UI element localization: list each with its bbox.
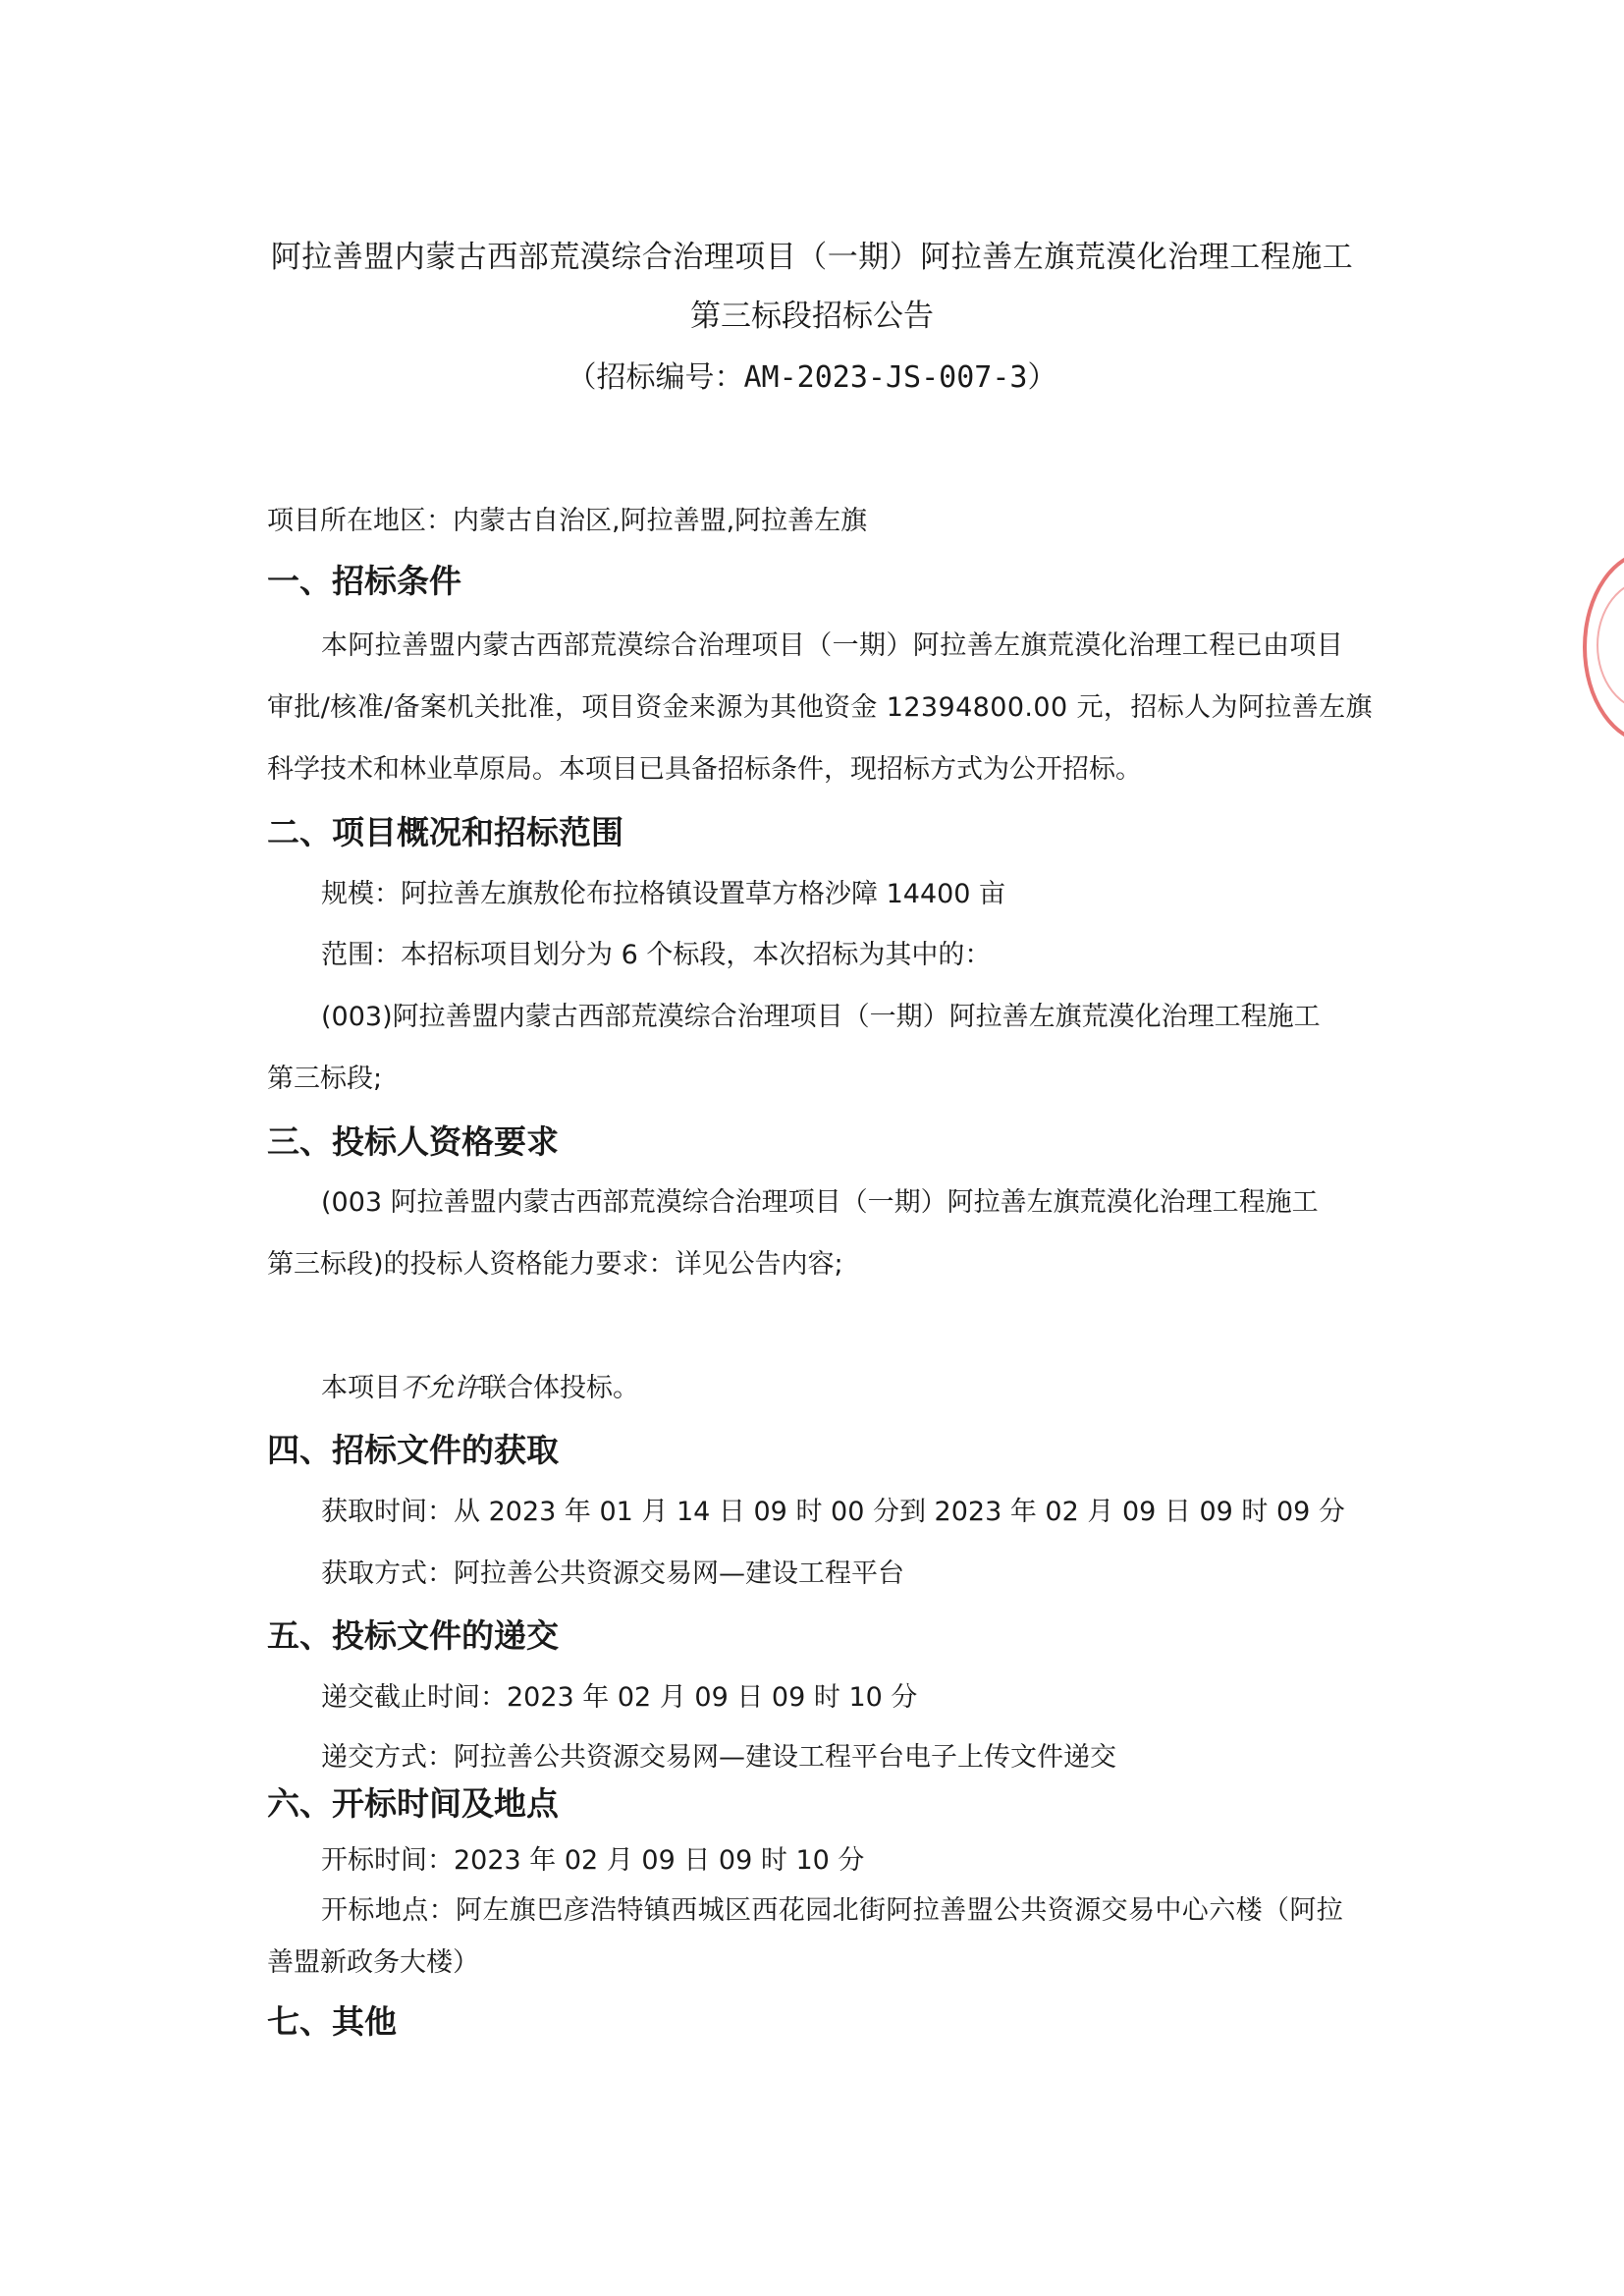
- bid-opening-place-line-2: 善盟新政务大楼）: [267, 1947, 479, 1978]
- document-title-line-2: 第三标段招标公告: [690, 299, 934, 334]
- section-3-heading: 三、投标人资格要求: [267, 1122, 559, 1161]
- section-5-heading: 五、投标文件的递交: [267, 1616, 559, 1655]
- section-4-heading: 四、招标文件的获取: [267, 1431, 559, 1469]
- document-acquisition-time: 获取时间：从 2023 年 01 月 14 日 09 时 00 分到 2023 年 02 月 09 日 09 时 09 分: [321, 1497, 1345, 1527]
- section-2-heading: 二、项目概况和招标范围: [267, 813, 623, 851]
- project-scale: 规模：阿拉善左旗敖伦布拉格镇设置草方格沙障 14400 亩: [321, 879, 1006, 909]
- qualification-line-1: (003 阿拉善盟内蒙古西部荒漠综合治理项目（一期）阿拉善左旗荒漠化治理工程施工: [321, 1187, 1319, 1218]
- consortium-not-allowed: 不允许: [401, 1373, 480, 1403]
- bid-opening-time: 开标时间：2023 年 02 月 09 日 09 时 10 分: [321, 1845, 865, 1876]
- lot-description-line-1: (003)阿拉善盟内蒙古西部荒漠综合治理项目（一期）阿拉善左旗荒漠化治理工程施工: [321, 1002, 1321, 1032]
- submission-deadline: 递交截止时间：2023 年 02 月 09 日 09 时 10 分: [321, 1682, 918, 1713]
- section-1-heading: 一、招标条件: [267, 562, 461, 600]
- section-1-paragraph-line-2: 审批/核准/备案机关批准，项目资金来源为其他资金 12394800.00 元，招标人为阿拉善左旗: [267, 692, 1373, 723]
- lot-description-line-2: 第三标段;: [267, 1064, 383, 1094]
- document-acquisition-method: 获取方式：阿拉善公共资源交易网—建设工程平台: [321, 1558, 904, 1589]
- bid-opening-place-line-1: 开标地点：阿左旗巴彦浩特镇西城区西花园北街阿拉善盟公共资源交易中心六楼（阿拉: [321, 1895, 1344, 1926]
- consortium-prefix: 本项目: [321, 1373, 401, 1403]
- section-7-heading: 七、其他: [267, 2002, 397, 2041]
- document-title-line-1: 阿拉善盟内蒙古西部荒漠综合治理项目（一期）阿拉善左旗荒漠化治理工程施工: [270, 240, 1354, 275]
- section-6-heading: 六、开标时间及地点: [267, 1784, 559, 1823]
- section-1-paragraph-line-1: 本阿拉善盟内蒙古西部荒漠综合治理项目（一期）阿拉善左旗荒漠化治理工程已由项目: [321, 630, 1344, 661]
- qualification-line-2: 第三标段)的投标人资格能力要求：详见公告内容;: [267, 1249, 843, 1280]
- tender-range: 范围：本招标项目划分为 6 个标段，本次招标为其中的：: [321, 940, 992, 970]
- consortium-statement: [321, 1371, 639, 1406]
- section-1-paragraph-line-3: 科学技术和林业草原局。本项目已具备招标条件，现招标方式为公开招标。: [267, 754, 1142, 785]
- project-location: 项目所在地区：内蒙古自治区,阿拉善盟,阿拉善左旗: [267, 506, 868, 536]
- consortium-suffix: 联合体投标。: [480, 1373, 639, 1403]
- submission-method: 递交方式：阿拉善公共资源交易网—建设工程平台电子上传文件递交: [321, 1742, 1116, 1773]
- tender-number: （招标编号：AM-2023-JS-007-3）: [567, 360, 1057, 395]
